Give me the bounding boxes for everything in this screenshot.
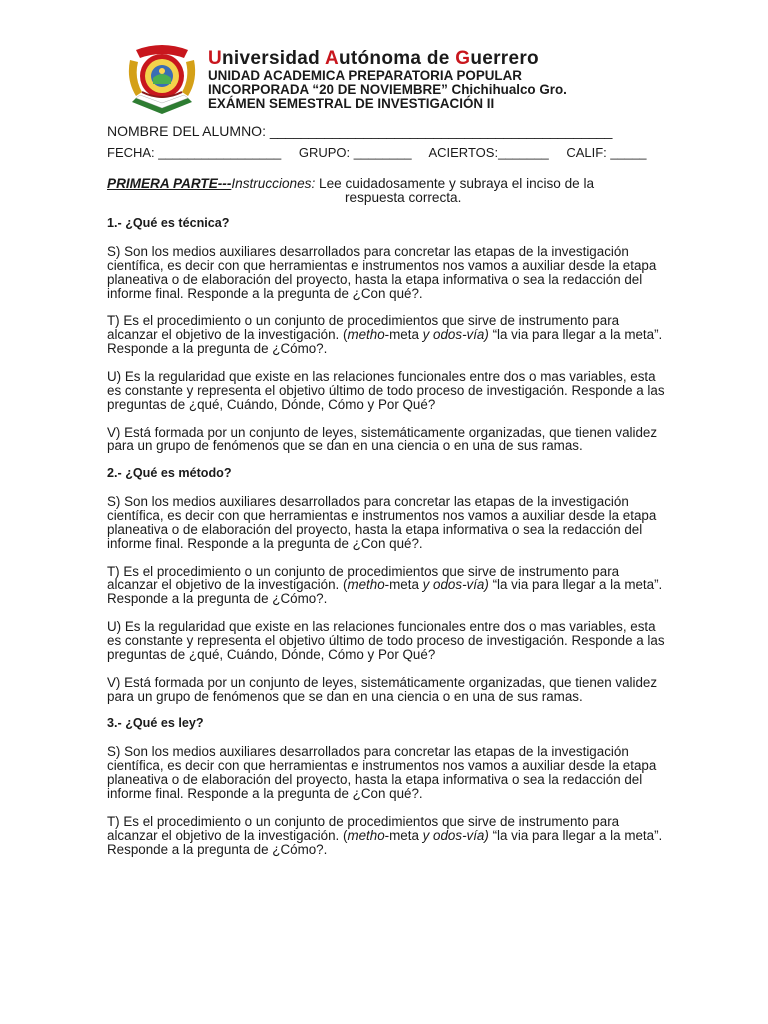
date-field: FECHA: _________________ [107,145,282,160]
option-s: S) Son los medios auxiliares desarrollados para concretar las etapas de la investigación científica, es decir con que herramientas e instrumentos nos vamos a auxiliar desde la etapa planeativa o de elaboración del proyecto, hasta la etapa informativa o sea la redacción del informe final. Responde a la pregunta de ¿Con qué?. [107,494,657,551]
option-t: T) Es el procedimiento o un conjunto de procedimientos que sirve de instrumento para alcanzar el objetivo de la investigación. (metho-meta y odos-vía) “la via para llegar a la meta”. Responde a la pregunta de ¿Cómo?. [107,313,663,357]
question-title: 3.- ¿Qué es ley? [107,716,204,731]
option-s: S) Son los medios auxiliares desarrollados para concretar las etapas de la investigación científica, es decir con que herramientas e instrumentos nos vamos a auxiliar desde la etapa planeativa o de elaboración del proyecto, hasta la etapa informativa o sea la redacción del informe final. Responde a la pregunta de ¿Con qué?. [107,243,657,301]
hits-field: ACIERTOS:_______ [428,145,549,160]
group-field: GRUPO: ________ [298,145,412,160]
option-u: U) Es la regularidad que existe en las relaciones funcionales entre dos o mas variables, esta es constante y representa el objetivo último de todo proceso de investigación. Responde a las preguntas de ¿qué, Cuándo, Dónde, Cómo y Por Qué? [107,619,665,662]
option-v: V) Está formada por un conjunto de leyes, sistemáticamente organizadas, que tienen validez para un grupo de fenómenos que se dan en una ciencia o en una de sus ramas. [107,674,658,704]
option-t: T) Es el procedimiento o un conjunto de procedimientos que sirve de instrumento para alcanzar el objetivo de la investigación. (metho-meta y odos-vía) “la via para llegar a la meta”. Responde a la pregunta de ¿Cómo?. [107,813,663,857]
option-u: U) Es la regularidad que existe en las relaciones funcionales entre dos o mas variables, esta es constante y representa el objetivo último de todo proceso de investigación. Responde a las preguntas de ¿qué, Cuándo, Dónde, Cómo y Por Qué? [107,368,665,412]
document-header [208,49,728,111]
questions-body [107,217,667,870]
exam-info-fields [107,145,661,160]
university-name: Universidad Autónoma de Guerrero [208,48,539,69]
header-line-1: UNIDAD ACADEMICA PREPARATORIA POPULAR [208,68,522,83]
student-name-field: NOMBRE DEL ALUMNO: ____________________________________________ [107,123,613,139]
grade-field: CALIF: _____ [566,145,647,160]
instructions: PRIMERA PARTE---Instrucciones: Lee cuidadosamente y subraya el inciso de la respuesta correcta. [107,176,595,205]
header-line-2: INCORPORADA “20 DE NOVIEMBRE” Chichihualco Gro. [208,82,567,97]
university-crest-logo [122,40,202,116]
option-v: V) Está formada por un conjunto de leyes, sistemáticamente organizadas, que tienen validez para un grupo de fenómenos que se dan en una ciencia o en una de sus ramas. [107,424,658,454]
question-title: 2.- ¿Qué es método? [107,466,232,481]
header-line-3: EXÁMEN SEMESTRAL DE INVESTIGACIÓN II [208,96,495,111]
question-title: 1.- ¿Qué es técnica? [107,216,230,230]
option-t: T) Es el procedimiento o un conjunto de procedimientos que sirve de instrumento para alcanzar el objetivo de la investigación. (metho-meta y odos-vía) “la via para llegar a la meta”. Responde a la pregunta de ¿Cómo?. [107,563,663,607]
option-s: S) Son los medios auxiliares desarrollados para concretar las etapas de la investigación científica, es decir con que herramientas e instrumentos nos vamos a auxiliar desde la etapa planeativa o de elaboración del proyecto, hasta la etapa informativa o sea la redacción del informe final. Responde a la pregunta de ¿Con qué?. [107,744,657,801]
